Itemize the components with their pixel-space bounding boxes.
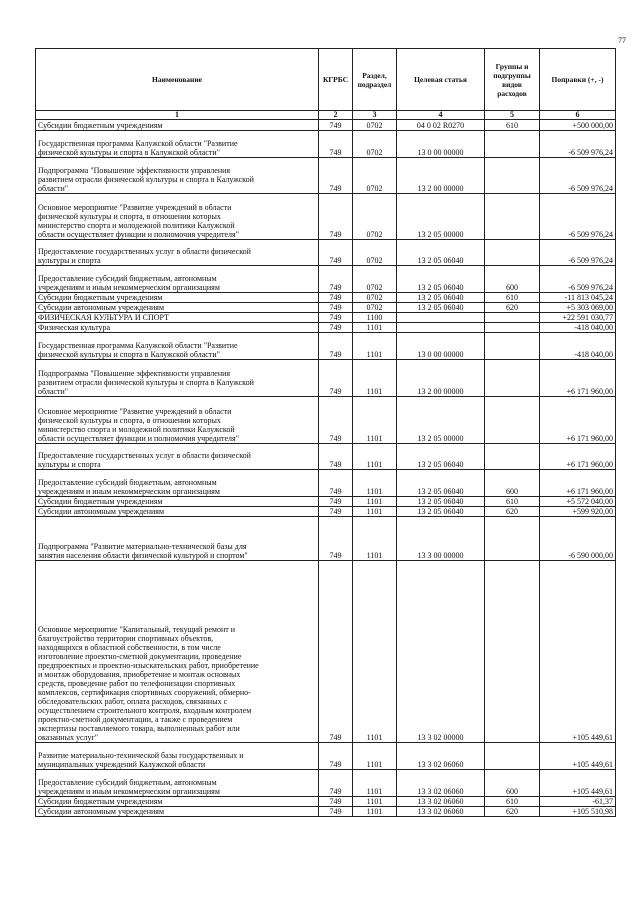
header-amendments: Поправки (+, -) [540,49,616,111]
row-name: Подпрограмма "Развитие материально-технической базы для занятия населения области физической культурой и спортом" [36,517,319,561]
row-expense-group [485,360,540,397]
row-amendment: +6 171 960,00 [540,397,616,444]
row-target-article: 13 2 05 00000 [397,397,485,444]
row-kgrbs: 749 [319,507,353,517]
row-name: Подпрограмма "Повышение эффективности управления развитием отрасли физической культуры и спорта в Калужской области" [36,360,319,397]
row-target-article: 13 3 02 06060 [397,770,485,797]
row-amendment: -6 509 976,24 [540,194,616,240]
row-name: ФИЗИЧЕСКАЯ КУЛЬТУРА И СПОРТ [36,313,319,323]
row-target-article: 13 2 05 06040 [397,240,485,266]
table-row [36,561,616,743]
row-name: Основное мероприятие "Развитие учреждений в области физической культуры и спорта, в отношении которых министерство спорта и молодежной политики Калужской области осуществляет функции и полномочия учредителя" [36,397,319,444]
table-row [36,158,616,194]
row-amendment: +105 510,98 [540,807,616,817]
row-amendment: -6 509 976,24 [540,131,616,158]
row-expense-group: 610 [485,293,540,303]
row-expense-group [485,323,540,333]
row-amendment: -11 813 045,24 [540,293,616,303]
row-name: Государственная программа Калужской области "Развитие физической культуры и спорта в Калужской области" [36,131,319,158]
column-number: 1 [36,111,319,120]
row-amendment: +6 171 960,00 [540,360,616,397]
row-razdel: 1101 [353,323,397,333]
table-row [36,397,616,444]
row-amendment: +105 449,61 [540,743,616,770]
row-kgrbs: 749 [319,266,353,293]
column-number: 5 [485,111,540,120]
table-row [36,120,616,131]
table-row [36,131,616,158]
row-expense-group: 620 [485,807,540,817]
row-razdel: 0702 [353,158,397,194]
table-row [36,194,616,240]
row-amendment: +6 171 960,00 [540,470,616,497]
row-razdel: 1101 [353,561,397,743]
row-kgrbs: 749 [319,497,353,507]
row-kgrbs: 749 [319,797,353,807]
row-amendment: +22 591 030,77 [540,313,616,323]
row-target-article: 13 3 02 06060 [397,797,485,807]
table-row [36,293,616,303]
column-number: 4 [397,111,485,120]
row-expense-group: 620 [485,507,540,517]
row-amendment: -61,37 [540,797,616,807]
row-name: Развитие материально-технической базы государственных и муниципальных учреждений Калужской области [36,743,319,770]
row-expense-group: 610 [485,497,540,507]
row-razdel: 0702 [353,266,397,293]
row-expense-group [485,333,540,360]
row-razdel: 0702 [353,303,397,313]
row-name: Государственная программа Калужской области "Развитие физической культуры и спорта в Калужской области" [36,333,319,360]
row-target-article: 13 2 05 06040 [397,444,485,470]
table-row [36,444,616,470]
table-row [36,797,616,807]
row-expense-group [485,743,540,770]
table-row [36,470,616,497]
row-razdel: 1101 [353,743,397,770]
table-row [36,266,616,293]
row-expense-group [485,194,540,240]
row-razdel: 1101 [353,497,397,507]
row-kgrbs: 749 [319,158,353,194]
row-amendment: +500 000,00 [540,120,616,131]
row-kgrbs: 749 [319,470,353,497]
page-number: 77 [618,36,626,45]
row-amendment: +105 449,61 [540,770,616,797]
table-row [36,360,616,397]
row-kgrbs: 749 [319,120,353,131]
row-target-article: 13 2 05 06040 [397,497,485,507]
row-target-article: 13 2 00 00000 [397,360,485,397]
row-name: Основное мероприятие "Капитальный, текущий ремонт и благоустройство территории спортивных объектов, находящихся в областной собственности, в том числе изготовление проектно-сметной документации, проведение предпроектных и проектно-изыскательских работ, приобретение и монтаж оборудования, приобретение и монтаж основных средств, проведение работ по телефонизации спортивных комплексов, сертификация спортивных сооружений, обмерно- обследовательских работ, оплата расходов, связанных с осуществлением строительного контроля, входным контролем проектно-сметной документации, а также с проведением экспертизы поставляемого товара, выполненных работ или оказанных услуг" [36,561,319,743]
row-kgrbs: 749 [319,807,353,817]
table-row [36,743,616,770]
row-name: Основное мероприятие "Развитие учреждений в области физической культуры и спорта, в отношении которых министерство спорта и молодежной политики Калужской области осуществляет функции и полномочия учредителя" [36,194,319,240]
row-razdel: 1101 [353,770,397,797]
row-name: Субсидии автономным учреждениям [36,507,319,517]
row-kgrbs: 749 [319,397,353,444]
table-row [36,807,616,817]
row-name: Субсидии бюджетным учреждениям [36,797,319,807]
table-row [36,303,616,313]
header-razdel: Раздел, подраздел [353,49,397,111]
row-expense-group [485,517,540,561]
row-target-article: 13 2 05 06040 [397,507,485,517]
table-row [36,240,616,266]
row-razdel: 0702 [353,194,397,240]
row-target-article: 13 2 05 06040 [397,266,485,293]
row-kgrbs: 749 [319,517,353,561]
row-target-article: 13 0 00 00000 [397,333,485,360]
row-razdel: 0702 [353,131,397,158]
row-kgrbs: 749 [319,303,353,313]
row-razdel: 1101 [353,807,397,817]
row-amendment: -418 040,00 [540,323,616,333]
row-expense-group: 600 [485,770,540,797]
row-razdel: 1101 [353,470,397,497]
row-target-article: 13 3 00 00000 [397,517,485,561]
row-expense-group: 600 [485,470,540,497]
row-razdel: 0702 [353,240,397,266]
table-row [36,333,616,360]
row-razdel: 0702 [353,120,397,131]
table-row [36,770,616,797]
row-razdel: 1101 [353,517,397,561]
header-name: Наименование [36,49,319,111]
row-expense-group [485,158,540,194]
row-amendment: +5 303 069,00 [540,303,616,313]
row-target-article: 13 3 02 06060 [397,807,485,817]
table-row [36,497,616,507]
row-kgrbs: 749 [319,131,353,158]
row-name: Субсидии бюджетным учреждениям [36,293,319,303]
table-row [36,323,616,333]
row-razdel: 1101 [353,797,397,807]
row-target-article: 13 2 00 00000 [397,158,485,194]
row-target-article: 13 3 02 00000 [397,561,485,743]
row-target-article: 13 2 05 06040 [397,470,485,497]
column-number: 6 [540,111,616,120]
table-row [36,507,616,517]
row-name: Предоставление государственных услуг в области физической культуры и спорта [36,444,319,470]
row-kgrbs: 749 [319,240,353,266]
row-target-article: 13 2 05 00000 [397,194,485,240]
row-name: Предоставление государственных услуг в области физической культуры и спорта [36,240,319,266]
row-amendment: -6 509 976,24 [540,266,616,293]
header-groups: Группы и подгруппы видов расходов [485,49,540,111]
row-kgrbs: 749 [319,561,353,743]
row-razdel: 1101 [353,507,397,517]
row-kgrbs: 749 [319,360,353,397]
row-kgrbs: 749 [319,444,353,470]
row-target-article: 13 2 05 06040 [397,303,485,313]
row-razdel: 1101 [353,333,397,360]
row-expense-group [485,131,540,158]
row-kgrbs: 749 [319,770,353,797]
row-name: Субсидии автономным учреждениям [36,807,319,817]
row-amendment: +599 920,00 [540,507,616,517]
row-kgrbs: 749 [319,313,353,323]
row-target-article: 13 2 05 06040 [397,293,485,303]
header-target: Целевая статья [397,49,485,111]
row-target-article [397,313,485,323]
column-number: 3 [353,111,397,120]
table-row [36,517,616,561]
row-expense-group: 600 [485,266,540,293]
row-target-article: 13 0 00 00000 [397,131,485,158]
row-amendment: +5 572 040,00 [540,497,616,507]
row-amendment: +6 171 960,00 [540,444,616,470]
header-kgrbs: КГРБС [319,49,353,111]
row-kgrbs: 749 [319,323,353,333]
row-target-article: 13 3 02 06060 [397,743,485,770]
row-expense-group: 610 [485,797,540,807]
row-amendment: -418 040,00 [540,333,616,360]
row-razdel: 1101 [353,397,397,444]
row-razdel: 0702 [353,293,397,303]
row-expense-group: 620 [485,303,540,313]
row-expense-group [485,240,540,266]
row-target-article: 04 0 02 R0270 [397,120,485,131]
row-amendment: -6 509 976,24 [540,158,616,194]
row-kgrbs: 749 [319,293,353,303]
row-kgrbs: 749 [319,333,353,360]
table-row [36,313,616,323]
row-kgrbs: 749 [319,194,353,240]
row-amendment: -6 509 976,24 [540,240,616,266]
row-expense-group [485,444,540,470]
row-kgrbs: 749 [319,743,353,770]
row-razdel: 1100 [353,313,397,323]
row-expense-group [485,397,540,444]
row-expense-group [485,561,540,743]
row-target-article [397,323,485,333]
row-name: Предоставление субсидий бюджетным, автономным учреждениям и иным некоммерческим организациям [36,266,319,293]
row-amendment: -6 590 000,00 [540,517,616,561]
row-razdel: 1101 [353,360,397,397]
table-header-row [36,49,616,111]
column-number-row [36,111,616,120]
row-name: Предоставление субсидий бюджетным, автономным учреждениям и иным некоммерческим организациям [36,770,319,797]
row-amendment: +105 449,61 [540,561,616,743]
row-name: Субсидии автономным учреждениям [36,303,319,313]
row-expense-group: 610 [485,120,540,131]
row-name: Предоставление субсидий бюджетным, автономным учреждениям и иным некоммерческим организациям [36,470,319,497]
budget-amendments-table [35,48,616,817]
row-name: Физическая культура [36,323,319,333]
row-razdel: 1101 [353,444,397,470]
row-name: Субсидии бюджетным учреждениям [36,497,319,507]
row-name: Субсидии бюджетным учреждениям [36,120,319,131]
column-number: 2 [319,111,353,120]
row-name: Подпрограмма "Повышение эффективности управления развитием отрасли физической культуры и спорта в Калужской области" [36,158,319,194]
row-expense-group [485,313,540,323]
